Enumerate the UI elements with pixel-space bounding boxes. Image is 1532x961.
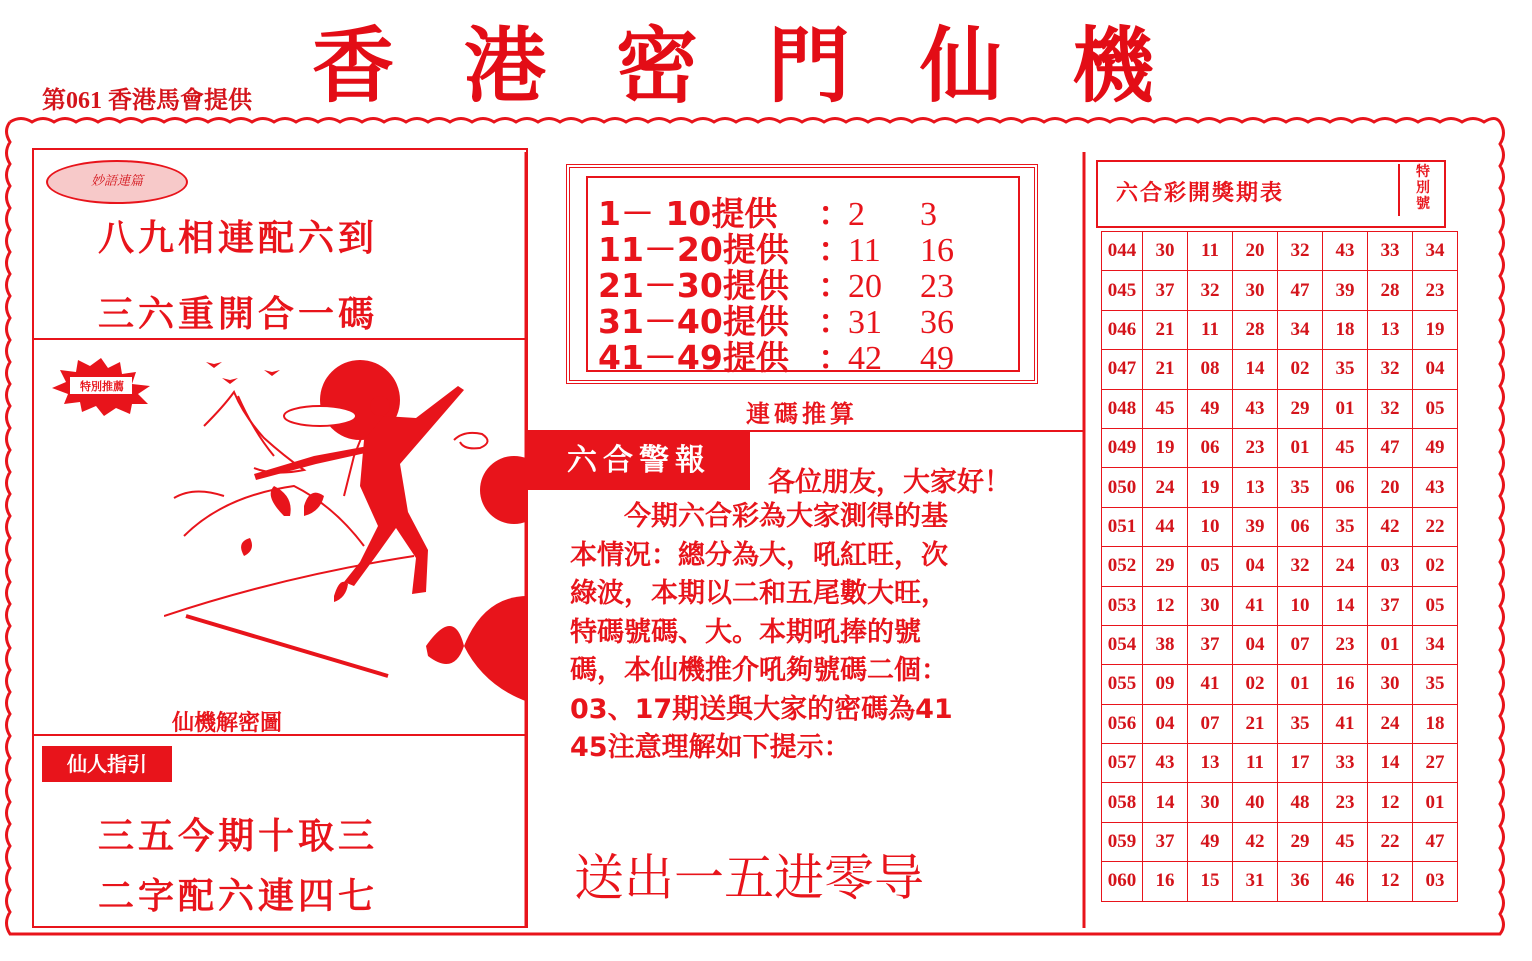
number-cell: 44 — [1143, 507, 1188, 546]
range-value: 49 — [920, 340, 954, 377]
number-cell: 20 — [1233, 232, 1278, 271]
table-row — [1102, 468, 1458, 507]
number-cell: 30 — [1368, 665, 1413, 704]
number-cell: 35 — [1323, 350, 1368, 389]
range-value: 42 — [848, 340, 882, 377]
number-cell: 05 — [1188, 547, 1233, 586]
number-cell: 29 — [1278, 822, 1323, 861]
number-cell: 45 — [1143, 389, 1188, 428]
number-cell: 47 — [1368, 428, 1413, 467]
alert-label: 六合警報 — [528, 432, 750, 490]
number-cell: 11 — [1188, 232, 1233, 271]
top-poem-panel — [32, 148, 528, 340]
table-row — [1102, 232, 1458, 271]
number-cell: 20 — [1368, 468, 1413, 507]
number-cell: 37 — [1143, 822, 1188, 861]
bottom-poem-panel — [32, 734, 528, 928]
report-line: 碼，本仙機推介吼夠號碼二個： — [570, 655, 948, 686]
special-number-cell: 19 — [1413, 310, 1458, 349]
report-line: 03、17期送與大家的密碼為41 — [570, 693, 953, 725]
poem-bottom-line-1: 三五今期十取三 — [98, 815, 379, 857]
report-text — [570, 498, 1050, 768]
number-cell: 14 — [1323, 586, 1368, 625]
number-cell: 11 — [1188, 310, 1233, 349]
number-cell: 24 — [1323, 547, 1368, 586]
number-cell: 19 — [1143, 428, 1188, 467]
number-cell: 18 — [1323, 310, 1368, 349]
number-cell: 37 — [1143, 271, 1188, 310]
special-number-cell: 35 — [1413, 665, 1458, 704]
number-cell: 43 — [1143, 744, 1188, 783]
number-cell: 43 — [1233, 389, 1278, 428]
number-cell: 39 — [1323, 271, 1368, 310]
number-cell: 32 — [1368, 389, 1413, 428]
number-cell: 29 — [1278, 389, 1323, 428]
number-cell: 13 — [1188, 744, 1233, 783]
number-cell: 02 — [1278, 350, 1323, 389]
number-cell: 36 — [1278, 862, 1323, 901]
number-cell: 24 — [1368, 704, 1413, 743]
range-value: 16 — [920, 232, 954, 269]
range-value: 11 — [848, 232, 881, 269]
range-colon: ： — [818, 266, 851, 305]
number-cell: 39 — [1233, 507, 1278, 546]
period-cell: 047 — [1102, 350, 1143, 389]
range-label: 1－ 10提供 — [598, 194, 778, 233]
table-row — [1102, 783, 1458, 822]
bottom-phrase: 送出一五进零导 — [574, 849, 924, 907]
number-cell: 49 — [1188, 822, 1233, 861]
number-cell: 21 — [1233, 704, 1278, 743]
poem-bottom-line-2: 二字配六連四七 — [98, 875, 379, 917]
number-cell: 21 — [1143, 350, 1188, 389]
range-value: 2 — [848, 196, 865, 233]
warrior-illustration — [164, 346, 528, 702]
special-number-cell: 34 — [1413, 625, 1458, 664]
number-cell: 12 — [1368, 783, 1413, 822]
number-cell: 45 — [1323, 428, 1368, 467]
page-title: 香港密門仙機 — [312, 18, 1225, 114]
range-value: 31 — [848, 304, 882, 341]
period-cell: 057 — [1102, 744, 1143, 783]
number-cell: 11 — [1233, 744, 1278, 783]
special-number-cell: 01 — [1413, 783, 1458, 822]
period-cell: 060 — [1102, 862, 1143, 901]
number-cell: 31 — [1233, 862, 1278, 901]
number-cell: 30 — [1143, 232, 1188, 271]
special-number-cell: 49 — [1413, 428, 1458, 467]
table-row — [1102, 271, 1458, 310]
period-cell: 052 — [1102, 547, 1143, 586]
ranges-caption: 連碼推算 — [746, 399, 858, 428]
range-label: 21－30提供 — [598, 266, 789, 305]
table-row — [1102, 507, 1458, 546]
number-cell: 32 — [1368, 350, 1413, 389]
number-cell: 06 — [1323, 468, 1368, 507]
number-cell: 35 — [1278, 468, 1323, 507]
report-line: 特碼號碼、大。本期吼捧的號 — [570, 616, 921, 648]
special-number-cell: 02 — [1413, 547, 1458, 586]
range-value: 3 — [920, 196, 937, 233]
number-cell: 32 — [1278, 232, 1323, 271]
picture-caption: 仙機解密圖 — [172, 710, 283, 736]
wonder-words-badge: 妙語連篇 — [46, 160, 188, 204]
number-cell: 06 — [1278, 507, 1323, 546]
special-number-cell: 47 — [1413, 822, 1458, 861]
report-line: 綠波，本期以二和五尾數大旺， — [570, 578, 948, 609]
period-cell: 048 — [1102, 389, 1143, 428]
table-row — [1102, 310, 1458, 349]
special-number-cell: 05 — [1413, 586, 1458, 625]
table-row — [1102, 389, 1458, 428]
number-cell: 01 — [1278, 428, 1323, 467]
number-cell: 30 — [1233, 271, 1278, 310]
period-cell: 045 — [1102, 271, 1143, 310]
special-number-cell: 03 — [1413, 862, 1458, 901]
number-cell: 24 — [1143, 468, 1188, 507]
report-line: 今期六合彩為大家測得的基 — [570, 501, 948, 532]
range-row — [598, 332, 992, 379]
range-label: 41－49提供 — [598, 338, 789, 377]
number-cell: 03 — [1368, 547, 1413, 586]
special-number-cell: 22 — [1413, 507, 1458, 546]
number-cell: 10 — [1188, 507, 1233, 546]
period-cell: 054 — [1102, 625, 1143, 664]
table-row — [1102, 744, 1458, 783]
guide-label: 仙人指引 — [42, 746, 172, 782]
period-cell: 055 — [1102, 665, 1143, 704]
range-colon: ： — [818, 230, 851, 269]
range-colon: ： — [818, 302, 851, 341]
number-cell: 37 — [1188, 625, 1233, 664]
number-cell: 04 — [1233, 547, 1278, 586]
special-number-cell: 27 — [1413, 744, 1458, 783]
number-cell: 04 — [1143, 704, 1188, 743]
number-cell: 01 — [1278, 665, 1323, 704]
table-row — [1102, 625, 1458, 664]
table-title: 六合彩開獎期表 — [1116, 180, 1285, 206]
table-row — [1102, 547, 1458, 586]
range-colon: ： — [818, 194, 851, 233]
number-cell: 15 — [1188, 862, 1233, 901]
table-row — [1102, 665, 1458, 704]
special-number-cell: 05 — [1413, 389, 1458, 428]
number-cell: 04 — [1233, 625, 1278, 664]
period-cell: 051 — [1102, 507, 1143, 546]
range-value: 36 — [920, 304, 954, 341]
number-cell: 42 — [1368, 507, 1413, 546]
report-greeting: 各位朋友，大家好！ — [768, 467, 1011, 498]
number-cell: 14 — [1368, 744, 1413, 783]
period-cell: 049 — [1102, 428, 1143, 467]
number-cell: 28 — [1368, 271, 1413, 310]
special-number-cell: 34 — [1413, 232, 1458, 271]
number-cell: 12 — [1143, 586, 1188, 625]
period-cell: 053 — [1102, 586, 1143, 625]
range-colon: ： — [818, 338, 851, 377]
period-cell: 058 — [1102, 783, 1143, 822]
range-value: 20 — [848, 268, 882, 305]
number-cell: 10 — [1278, 586, 1323, 625]
number-cell: 19 — [1188, 468, 1233, 507]
draw-history-table — [1101, 231, 1458, 902]
number-cell: 13 — [1233, 468, 1278, 507]
number-cell: 33 — [1368, 232, 1413, 271]
number-cell: 21 — [1143, 310, 1188, 349]
seal-label: 特別推薦 — [80, 380, 124, 393]
table-row — [1102, 428, 1458, 467]
period-cell: 059 — [1102, 822, 1143, 861]
number-cell: 23 — [1323, 625, 1368, 664]
number-cell: 06 — [1188, 428, 1233, 467]
number-cell: 13 — [1368, 310, 1413, 349]
poem-top-line-1: 八九相連配六到 — [98, 217, 379, 259]
number-cell: 01 — [1368, 625, 1413, 664]
special-number-label: 特別號 — [1416, 164, 1430, 212]
number-cell: 40 — [1233, 783, 1278, 822]
number-cell: 47 — [1278, 271, 1323, 310]
number-cell: 28 — [1233, 310, 1278, 349]
special-number-cell: 43 — [1413, 468, 1458, 507]
number-cell: 22 — [1368, 822, 1413, 861]
table-row — [1102, 862, 1458, 901]
number-cell: 37 — [1368, 586, 1413, 625]
number-cell: 48 — [1278, 783, 1323, 822]
number-cell: 42 — [1233, 822, 1278, 861]
period-cell: 056 — [1102, 704, 1143, 743]
number-cell: 41 — [1233, 586, 1278, 625]
number-cell: 30 — [1188, 783, 1233, 822]
number-cell: 34 — [1278, 310, 1323, 349]
number-cell: 29 — [1143, 547, 1188, 586]
table-row — [1102, 586, 1458, 625]
number-cell: 16 — [1323, 665, 1368, 704]
number-cell: 01 — [1323, 389, 1368, 428]
range-label: 31－40提供 — [598, 302, 789, 341]
number-cell: 35 — [1323, 507, 1368, 546]
period-cell: 050 — [1102, 468, 1143, 507]
number-cell: 23 — [1233, 428, 1278, 467]
range-label: 11－20提供 — [598, 230, 789, 269]
number-cell: 43 — [1323, 232, 1368, 271]
number-cell: 07 — [1188, 704, 1233, 743]
number-cell: 12 — [1368, 862, 1413, 901]
number-cell: 16 — [1143, 862, 1188, 901]
number-cell: 08 — [1188, 350, 1233, 389]
picture-panel — [32, 338, 528, 736]
number-cell: 41 — [1188, 665, 1233, 704]
number-cell: 14 — [1233, 350, 1278, 389]
period-cell: 046 — [1102, 310, 1143, 349]
number-cell: 46 — [1323, 862, 1368, 901]
number-cell: 32 — [1188, 271, 1233, 310]
number-cell: 41 — [1323, 704, 1368, 743]
number-cell: 38 — [1143, 625, 1188, 664]
number-cell: 30 — [1188, 586, 1233, 625]
special-number-cell: 04 — [1413, 350, 1458, 389]
number-cell: 09 — [1143, 665, 1188, 704]
range-value: 23 — [920, 268, 954, 305]
special-number-cell: 18 — [1413, 704, 1458, 743]
number-cell: 35 — [1278, 704, 1323, 743]
number-cell: 14 — [1143, 783, 1188, 822]
period-cell: 044 — [1102, 232, 1143, 271]
special-number-cell: 23 — [1413, 271, 1458, 310]
number-cell: 02 — [1233, 665, 1278, 704]
poem-top-line-2: 三六重開合一碼 — [98, 293, 379, 335]
number-cell: 49 — [1188, 389, 1233, 428]
number-cell: 32 — [1278, 547, 1323, 586]
report-line: 本情況：總分為大，吼紅旺，次 — [570, 539, 948, 571]
table-row — [1102, 350, 1458, 389]
number-cell: 23 — [1323, 783, 1368, 822]
report-line: 45注意理解如下提示： — [570, 732, 851, 763]
table-row — [1102, 704, 1458, 743]
title-divider — [1398, 164, 1400, 216]
number-cell: 07 — [1278, 625, 1323, 664]
number-cell: 17 — [1278, 744, 1323, 783]
number-cell: 33 — [1323, 744, 1368, 783]
issue-label: 第061 香港馬會提供 — [42, 88, 252, 114]
number-cell: 45 — [1323, 822, 1368, 861]
table-row — [1102, 822, 1458, 861]
